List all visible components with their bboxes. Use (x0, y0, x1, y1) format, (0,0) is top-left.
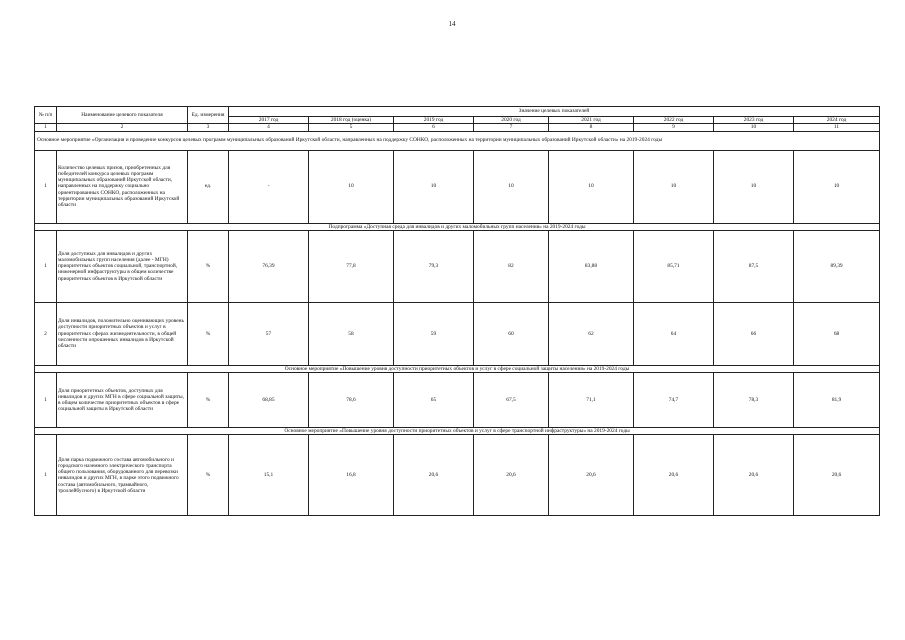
table-row (35, 230, 880, 302)
indicator-value: 68,85 (229, 373, 309, 428)
header-name: Наименование целевого показателя (57, 107, 188, 124)
header-year: 2021 год (549, 117, 634, 124)
indicator-value: 65 (394, 373, 474, 428)
column-number: 4 (229, 124, 309, 131)
header-num: № п/п (35, 107, 57, 124)
indicator-value: 78,6 (309, 373, 394, 428)
header-year: 2023 год (714, 117, 794, 124)
section-title: Основное мероприятие «Повышение уровня доступности приоритетных объектов и услуг в сфере социальной защиты населения» на 2019-2024 годы (35, 365, 880, 372)
indicator-name: Количество целевых призов, приобретенных для победителей конкурса целевых программ муниципальных образований Иркутской области, направленных на поддержку социально ориентированных СОНКО, расположенных на территории муниципальных образований Иркутской области (57, 150, 188, 223)
header-values-group: Значение целевых показателей (229, 107, 880, 117)
indicators-table (34, 106, 880, 516)
indicator-unit: % (188, 373, 229, 428)
indicator-value: 20,6 (394, 435, 474, 516)
indicator-value: 76,39 (229, 230, 309, 302)
indicator-value: 87,5 (714, 230, 794, 302)
column-number: 1 (35, 124, 57, 131)
table-row (35, 150, 880, 223)
indicator-unit: % (188, 302, 229, 365)
indicator-value: 64 (634, 302, 714, 365)
indicator-value: 20,6 (634, 435, 714, 516)
row-num: 1 (35, 373, 57, 428)
indicator-value: 16,8 (309, 435, 394, 516)
header-year: 2024 год (794, 117, 880, 124)
indicator-value: 66 (714, 302, 794, 365)
section-row (35, 223, 880, 230)
indicator-value: 81,9 (794, 373, 880, 428)
header-year: 2022 год (634, 117, 714, 124)
indicator-value: 85,71 (634, 230, 714, 302)
indicator-value: 58 (309, 302, 394, 365)
indicator-value: 67,5 (474, 373, 549, 428)
indicator-value: 89,39 (794, 230, 880, 302)
column-number: 7 (474, 124, 549, 131)
row-num: 1 (35, 150, 57, 223)
indicator-value: 10 (309, 150, 394, 223)
column-number: 2 (57, 124, 188, 131)
indicator-value: 82 (474, 230, 549, 302)
indicator-unit: ед. (188, 150, 229, 223)
section-row (35, 131, 880, 150)
section-row (35, 428, 880, 435)
header-year: 2018 год (оценка) (309, 117, 394, 124)
indicator-value: 10 (474, 150, 549, 223)
indicator-unit: % (188, 435, 229, 516)
indicator-value: 60 (474, 302, 549, 365)
indicator-value: 10 (794, 150, 880, 223)
indicator-value: 59 (394, 302, 474, 365)
indicator-unit: % (188, 230, 229, 302)
indicator-value: 20,6 (714, 435, 794, 516)
column-number: 8 (549, 124, 634, 131)
column-number: 3 (188, 124, 229, 131)
indicator-value: 20,6 (549, 435, 634, 516)
row-num: 1 (35, 435, 57, 516)
header-unit: Ед. измерения (188, 107, 229, 124)
indicator-value: 20,6 (474, 435, 549, 516)
indicator-value: 57 (229, 302, 309, 365)
indicator-value: 10 (634, 150, 714, 223)
table-row (35, 435, 880, 516)
indicator-name: Доля приоритетных объектов, доступных для инвалидов и других МГН в сфере социальной защиты, в общем количестве приоритетных объектов в сфере социальной защиты в Иркутской области (57, 373, 188, 428)
indicator-value: 10 (714, 150, 794, 223)
indicator-value: 78,3 (714, 373, 794, 428)
indicator-value: - (229, 150, 309, 223)
indicator-value: 15,1 (229, 435, 309, 516)
indicator-value: 74,7 (634, 373, 714, 428)
indicator-value: 79,3 (394, 230, 474, 302)
column-number: 10 (714, 124, 794, 131)
indicator-name: Доля инвалидов, положительно оценивающих уровень доступности приоритетных объектов и услуг в приоритетных сферах жизнедеятельности, в общей численности опрошенных инвалидов в Иркутской области (57, 302, 188, 365)
section-title: Подпрограмма «Доступная среда для инвалидов и других маломобильных групп населения» на 2019-2024 годы (35, 223, 880, 230)
column-number: 6 (394, 124, 474, 131)
indicator-value: 10 (549, 150, 634, 223)
indicator-value: 62 (549, 302, 634, 365)
indicator-name: Доля доступных для инвалидов и других маломобильных групп населения (далее - МГН) приоритетных объектов социальной, транспортной, инженерной инфраструктуры в общем количестве приоритетных объектов в Иркутской области (57, 230, 188, 302)
indicator-value: 77,8 (309, 230, 394, 302)
section-title: Основное мероприятие «Организация и проведение конкурсов целевых программ муниципальных образований Иркутской области, направленных на поддержку СОНКО, расположенных на территории муниципальных образований Иркутской области» на 2019-2024 годы (35, 131, 880, 150)
indicator-name: Доля парка подвижного состава автомобильного и городского наземного электрического транспорта общего пользования, оборудованного для перевозки инвалидов и других МГН, в парке этого подвижного состава (автомобильного, трамвайного, троллейбусного) в Иркутской области (57, 435, 188, 516)
indicator-value: 10 (394, 150, 474, 223)
indicator-value: 20,6 (794, 435, 880, 516)
page-number: 14 (448, 20, 456, 28)
indicator-value: 71,1 (549, 373, 634, 428)
table-row (35, 373, 880, 428)
header-year: 2017 год (229, 117, 309, 124)
header-year: 2020 год (474, 117, 549, 124)
header-year: 2019 год (394, 117, 474, 124)
column-number: 5 (309, 124, 394, 131)
indicator-value: 83,88 (549, 230, 634, 302)
row-num: 2 (35, 302, 57, 365)
section-title: Основное мероприятие «Повышение уровня доступности приоритетных объектов и услуг в сфере транспортной инфраструктуры» на 2019-2024 годы (35, 428, 880, 435)
column-number: 9 (634, 124, 714, 131)
section-row (35, 365, 880, 372)
indicator-value: 68 (794, 302, 880, 365)
table-row (35, 302, 880, 365)
row-num: 1 (35, 230, 57, 302)
column-number: 11 (794, 124, 880, 131)
